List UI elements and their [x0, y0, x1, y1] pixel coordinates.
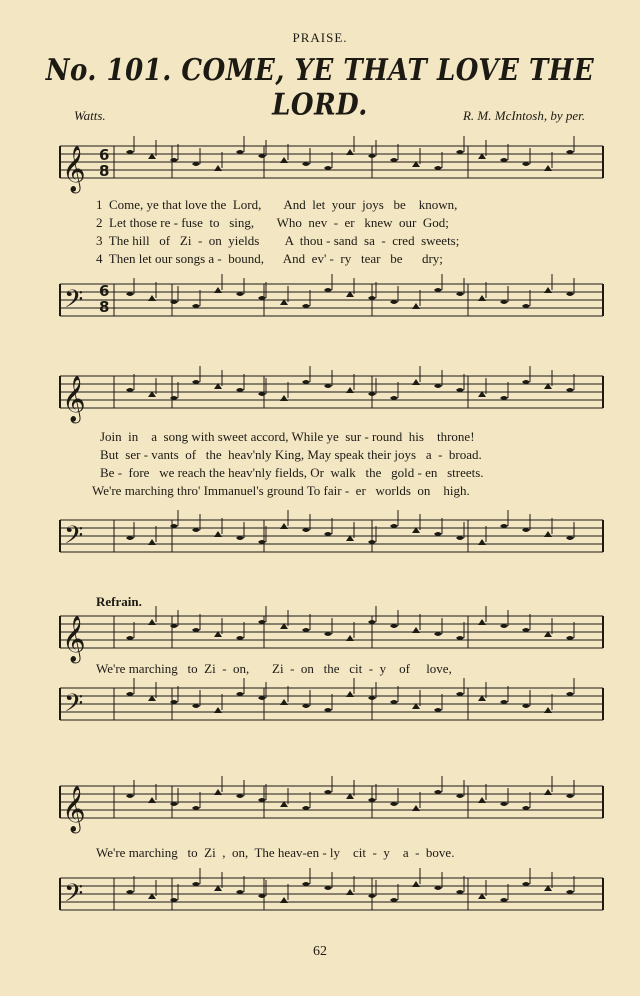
system1-treble-staff: [0, 138, 640, 198]
note-head: [456, 890, 464, 894]
bass-clef-icon: 𝄢: [64, 285, 84, 320]
note-head: [192, 806, 200, 810]
note-head: [192, 528, 200, 532]
note-head: [258, 798, 266, 802]
treble-clef-icon: 𝄞: [62, 146, 86, 192]
note-head: [566, 890, 574, 894]
note-head: [544, 287, 552, 293]
note-head: [412, 303, 420, 309]
system1-verse-1: 1 Come, ye that love the Lord, And let your joys be known,: [96, 197, 458, 212]
note-head: [324, 790, 332, 794]
note-head: [148, 295, 156, 301]
note-head: [346, 387, 354, 393]
note-head: [170, 624, 178, 628]
note-head: [368, 894, 376, 898]
note-head: [566, 388, 574, 392]
note-head: [302, 882, 310, 886]
bass-clef-icon: 𝄢: [64, 689, 84, 724]
note-head: [390, 300, 398, 304]
note-head: [390, 396, 398, 400]
note-head: [126, 692, 134, 696]
note-head: [522, 882, 530, 886]
note-head: [390, 700, 398, 704]
note-head: [434, 532, 442, 536]
note-head: [412, 881, 420, 887]
note-head: [412, 379, 420, 385]
note-head: [434, 708, 442, 712]
note-head: [236, 890, 244, 894]
note-head: [456, 794, 464, 798]
system1-verse-3: 3 The hill of Zi - on yields A thou - sand sa - cred sweets;: [96, 233, 460, 248]
note-head: [126, 890, 134, 894]
note-head: [500, 700, 508, 704]
note-head: [258, 894, 266, 898]
note-head: [148, 619, 156, 625]
note-head: [390, 802, 398, 806]
note-head: [390, 624, 398, 628]
note-head: [126, 636, 134, 640]
note-head: [324, 166, 332, 170]
note-head: [170, 396, 178, 400]
note-head: [192, 882, 200, 886]
refrain-label: Refrain.: [96, 594, 142, 609]
note-head: [126, 150, 134, 154]
note-head: [478, 295, 486, 301]
system2-verse-1: Join in a song with sweet accord, While ye sur - round his throne!: [100, 429, 475, 444]
note-head: [500, 898, 508, 902]
note-head: [170, 898, 178, 902]
note-head: [390, 524, 398, 528]
system1-verse-2: 2 Let those re - fuse to sing, Who nev - er knew our God;: [96, 215, 449, 230]
note-head: [280, 699, 288, 705]
time-signature-bottom: 8: [99, 162, 110, 180]
note-head: [214, 531, 222, 537]
note-head: [324, 632, 332, 636]
note-head: [566, 636, 574, 640]
note-head: [500, 624, 508, 628]
note-head: [258, 540, 266, 544]
note-head: [170, 300, 178, 304]
refrain-line-2: We're marching to Zi , on, The heav-en - ly cit - y a - bove.: [96, 845, 455, 860]
note-head: [456, 388, 464, 392]
note-head: [500, 802, 508, 806]
note-head: [214, 707, 222, 713]
note-head: [346, 149, 354, 155]
note-head: [302, 528, 310, 532]
note-head: [258, 392, 266, 396]
note-head: [258, 620, 266, 624]
system1-verse-4: 4 Then let our songs a - bound, And ev' - ry tear be dry;: [96, 251, 443, 266]
note-head: [302, 380, 310, 384]
system3-bass-staff: [0, 680, 640, 740]
note-head: [456, 536, 464, 540]
note-head: [346, 889, 354, 895]
note-head: [456, 150, 464, 154]
note-head: [522, 304, 530, 308]
note-head: [566, 150, 574, 154]
note-head: [500, 158, 508, 162]
note-head: [214, 287, 222, 293]
treble-clef-icon: 𝄞: [62, 616, 86, 662]
page-number: 62: [313, 944, 327, 959]
hymn-title: No. 101. COME, YE THAT LOVE THE LORD.: [45, 53, 595, 123]
time-signature-bottom: 8: [99, 298, 110, 316]
note-head: [522, 528, 530, 532]
note-head: [368, 154, 376, 158]
note-head: [280, 897, 288, 903]
note-head: [368, 392, 376, 396]
system2-verse-2: But ser - vants of the heav'nly King, May speak their joys a - broad.: [100, 447, 482, 462]
note-head: [434, 166, 442, 170]
system1-bass-staff: [0, 276, 640, 336]
note-head: [258, 154, 266, 158]
system4-bass-staff: [0, 870, 640, 930]
note-head: [566, 794, 574, 798]
note-head: [302, 628, 310, 632]
note-head: [192, 704, 200, 708]
note-head: [258, 696, 266, 700]
refrain-line-1: We're marching to Zi - on, Zi - on the cit - y of love,: [96, 661, 452, 676]
note-head: [412, 805, 420, 811]
note-head: [368, 620, 376, 624]
system2-verse-4: We're marching thro' Immanuel's ground To fair - er worlds on high.: [92, 483, 470, 498]
note-head: [346, 635, 354, 641]
system2-bass-staff: [0, 512, 640, 572]
system3-treble-staff: [0, 608, 640, 668]
note-head: [214, 165, 222, 171]
note-head: [236, 388, 244, 392]
note-head: [324, 708, 332, 712]
note-head: [126, 388, 134, 392]
note-head: [324, 288, 332, 292]
note-head: [500, 300, 508, 304]
note-head: [434, 632, 442, 636]
note-head: [236, 636, 244, 640]
bass-clef-icon: 𝄢: [64, 521, 84, 556]
note-head: [478, 619, 486, 625]
note-head: [544, 165, 552, 171]
treble-clef-icon: 𝄞: [62, 786, 86, 832]
note-head: [544, 707, 552, 713]
note-head: [324, 886, 332, 890]
note-head: [500, 396, 508, 400]
note-head: [368, 540, 376, 544]
note-head: [434, 790, 442, 794]
note-head: [566, 292, 574, 296]
note-head: [522, 162, 530, 166]
note-head: [236, 536, 244, 540]
note-head: [192, 380, 200, 384]
note-head: [214, 789, 222, 795]
note-head: [302, 704, 310, 708]
note-head: [544, 531, 552, 537]
note-head: [148, 797, 156, 803]
note-head: [412, 627, 420, 633]
hymn-author: Watts.: [74, 108, 106, 123]
hymn-composer: R. M. McIntosh, by per.: [462, 108, 585, 123]
system4-treble-staff: [0, 778, 640, 838]
note-head: [478, 539, 486, 545]
note-head: [522, 380, 530, 384]
note-head: [346, 691, 354, 697]
system2-treble-staff: [0, 368, 640, 428]
note-head: [170, 700, 178, 704]
time-signature-top: 6: [99, 282, 110, 300]
note-head: [148, 539, 156, 545]
bass-clef-icon: 𝄢: [64, 879, 84, 914]
note-head: [368, 296, 376, 300]
note-head: [324, 532, 332, 536]
note-head: [456, 636, 464, 640]
note-head: [500, 524, 508, 528]
note-head: [126, 794, 134, 798]
note-head: [280, 157, 288, 163]
note-head: [236, 692, 244, 696]
note-head: [456, 692, 464, 696]
note-head: [368, 696, 376, 700]
treble-clef-icon: 𝄞: [62, 376, 86, 422]
note-head: [280, 523, 288, 529]
note-head: [192, 628, 200, 632]
note-head: [522, 704, 530, 708]
note-head: [236, 292, 244, 296]
note-head: [456, 292, 464, 296]
note-head: [192, 304, 200, 308]
note-head: [434, 886, 442, 890]
note-head: [192, 162, 200, 166]
note-head: [236, 794, 244, 798]
note-head: [126, 292, 134, 296]
note-head: [126, 536, 134, 540]
note-head: [236, 150, 244, 154]
note-head: [434, 288, 442, 292]
note-head: [522, 806, 530, 810]
note-head: [390, 898, 398, 902]
note-head: [522, 628, 530, 632]
note-head: [280, 395, 288, 401]
note-head: [434, 384, 442, 388]
note-head: [302, 806, 310, 810]
note-head: [566, 536, 574, 540]
time-signature-top: 6: [99, 146, 110, 164]
note-head: [302, 162, 310, 166]
note-head: [390, 158, 398, 162]
note-head: [258, 296, 266, 300]
note-head: [170, 158, 178, 162]
note-head: [544, 789, 552, 795]
note-head: [566, 692, 574, 696]
note-head: [170, 802, 178, 806]
system2-verse-3: Be - fore we reach the heav'nly fields, Or walk the gold - en streets.: [100, 465, 484, 480]
section-header: PRAISE.: [292, 30, 348, 45]
note-head: [302, 304, 310, 308]
note-head: [478, 797, 486, 803]
note-head: [170, 524, 178, 528]
note-head: [324, 384, 332, 388]
note-head: [368, 798, 376, 802]
